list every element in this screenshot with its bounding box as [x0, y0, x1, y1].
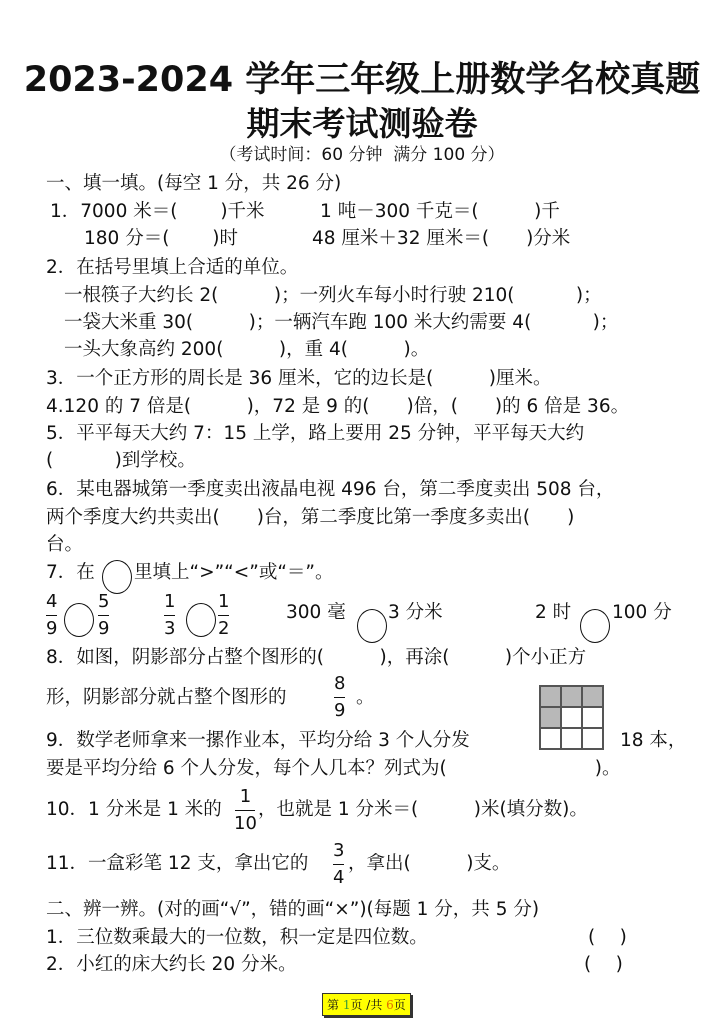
q6-line3: 台。: [46, 534, 84, 555]
page-indicator: [322, 993, 411, 1016]
q7-text: 里填上“>”“<”或“＝”。: [134, 562, 334, 583]
grid-cell: [582, 728, 603, 749]
compare-circle[interactable]: [64, 603, 94, 637]
grid-cell: [561, 728, 582, 749]
denominator: 3: [164, 618, 176, 639]
grid-cell-shaded: [582, 686, 603, 707]
denominator: 4: [333, 867, 345, 888]
q5-line2: ( )到学校。: [46, 450, 196, 471]
q1-line1: 1．7000 米＝( )千米 1 吨－300 千克＝( )千: [50, 201, 560, 222]
subtitle: 期末考试测验卷: [246, 104, 478, 143]
grid-cell-shaded: [561, 686, 582, 707]
compare-circle[interactable]: [357, 609, 387, 643]
fraction: [333, 841, 344, 888]
q9-line1-end: 18 本，: [620, 730, 687, 751]
page-label: 页: [393, 998, 406, 1012]
numerator: 5: [98, 591, 110, 612]
grid-cell-shaded: [540, 707, 561, 728]
section-2-heading: 二、辨一辨。(对的画“√”，错的画“×”)(每题 1 分，共 5 分): [46, 899, 540, 920]
fraction: [98, 592, 109, 639]
q9-line1: 9．数学老师拿来一摞作业本，平均分给 3 个人分发: [46, 730, 470, 751]
q2-line1: 一根筷子大约长 2( )；一列火车每小时行驶 210( )；: [64, 285, 602, 306]
numerator: 1: [239, 786, 252, 807]
page-label: 第: [327, 998, 343, 1012]
fraction: [164, 592, 175, 639]
q2-line2: 一袋大米重 30( )；一辆汽车跑 100 米大约需要 4( )；: [64, 312, 619, 333]
denominator: 10: [234, 813, 257, 834]
section-1-heading: 一、填一填。(每空 1 分，共 26 分): [46, 173, 342, 194]
numerator: 8: [334, 673, 346, 694]
q10-prefix: 10．1 分米是 1 米的: [46, 799, 222, 820]
judge-1-blank[interactable]: ( ): [588, 927, 627, 948]
page-label: 页 /共: [350, 998, 387, 1012]
grid-cell: [582, 707, 603, 728]
denominator: 9: [334, 700, 346, 721]
compare-right: 3 分米: [388, 602, 443, 623]
q3: 3．一个正方形的周长是 36 厘米，它的边长是( )厘米。: [46, 368, 552, 389]
compare-circle[interactable]: [186, 603, 216, 637]
q6-line2: 两个季度大约共卖出( )台，第二季度比第一季度多卖出( ): [46, 507, 575, 528]
grid-cell: [561, 707, 582, 728]
total-pages: 6: [386, 998, 394, 1012]
grid-cell: [540, 728, 561, 749]
q6-line1: 6．某电器城第一季度卖出液晶电视 496 台，第二季度卖出 508 台，: [46, 479, 615, 500]
exam-info: （考试时间：60 分钟 满分 100 分）: [219, 145, 505, 165]
q2: 2．在括号里填上合适的单位。: [46, 257, 299, 278]
compare-circle[interactable]: [102, 560, 132, 594]
q7-prefix: 7．在: [46, 562, 95, 583]
q4: 4.120 的 7 倍是( )，72 是 9 的( )倍，( )的 6 倍是 36。: [46, 396, 630, 417]
fraction: [234, 787, 257, 834]
denominator: 9: [98, 618, 110, 639]
fraction: [218, 592, 229, 639]
q2-line3: 一头大象高约 200( )，重 4( )。: [64, 339, 430, 360]
compare-circle[interactable]: [580, 609, 610, 643]
compare-left: 2 时: [535, 602, 572, 623]
grid-cell-shaded: [540, 686, 561, 707]
shaded-grid-figure: [539, 685, 604, 750]
judge-2: 2．小红的床大约长 20 分米。: [46, 954, 297, 975]
q10-suffix: ，也就是 1 分米＝( )米(填分数)。: [258, 799, 588, 820]
numerator: 3: [333, 840, 345, 861]
denominator: 2: [218, 618, 230, 639]
q1-line2: 180 分＝( )时 48 厘米＋32 厘米＝( )分米: [84, 228, 571, 249]
fraction: [46, 592, 57, 639]
current-page: 1: [342, 998, 351, 1012]
compare-right: 100 分: [612, 602, 672, 623]
denominator: 9: [46, 618, 58, 639]
fraction: [334, 674, 345, 721]
numerator: 1: [218, 591, 230, 612]
q8-line1: 8．如图，阴影部分占整个图形的( )，再涂( )个小正方: [46, 647, 587, 668]
q9-line2: 要是平均分给 6 个人分发，每个人几本？列式为( )。: [46, 758, 621, 779]
q5-line1: 5．平平每天大约 7：15 上学，路上要用 25 分钟，平平每天大约: [46, 423, 585, 444]
title: 2023-2024 学年三年级上册数学名校真题: [23, 60, 701, 100]
compare-left: 300 毫: [286, 602, 346, 623]
numerator: 1: [164, 591, 176, 612]
judge-1: 1．三位数乘最大的一位数，积一定是四位数。: [46, 927, 428, 948]
judge-2-blank[interactable]: ( ): [584, 954, 623, 975]
q11-suffix: ，拿出( )支。: [348, 853, 511, 874]
q8-end: 。: [356, 687, 375, 708]
q8-line2: 形，阴影部分就占整个图形的: [46, 687, 287, 708]
q11-prefix: 11．一盒彩笔 12 支，拿出它的: [46, 853, 309, 874]
numerator: 4: [46, 591, 58, 612]
